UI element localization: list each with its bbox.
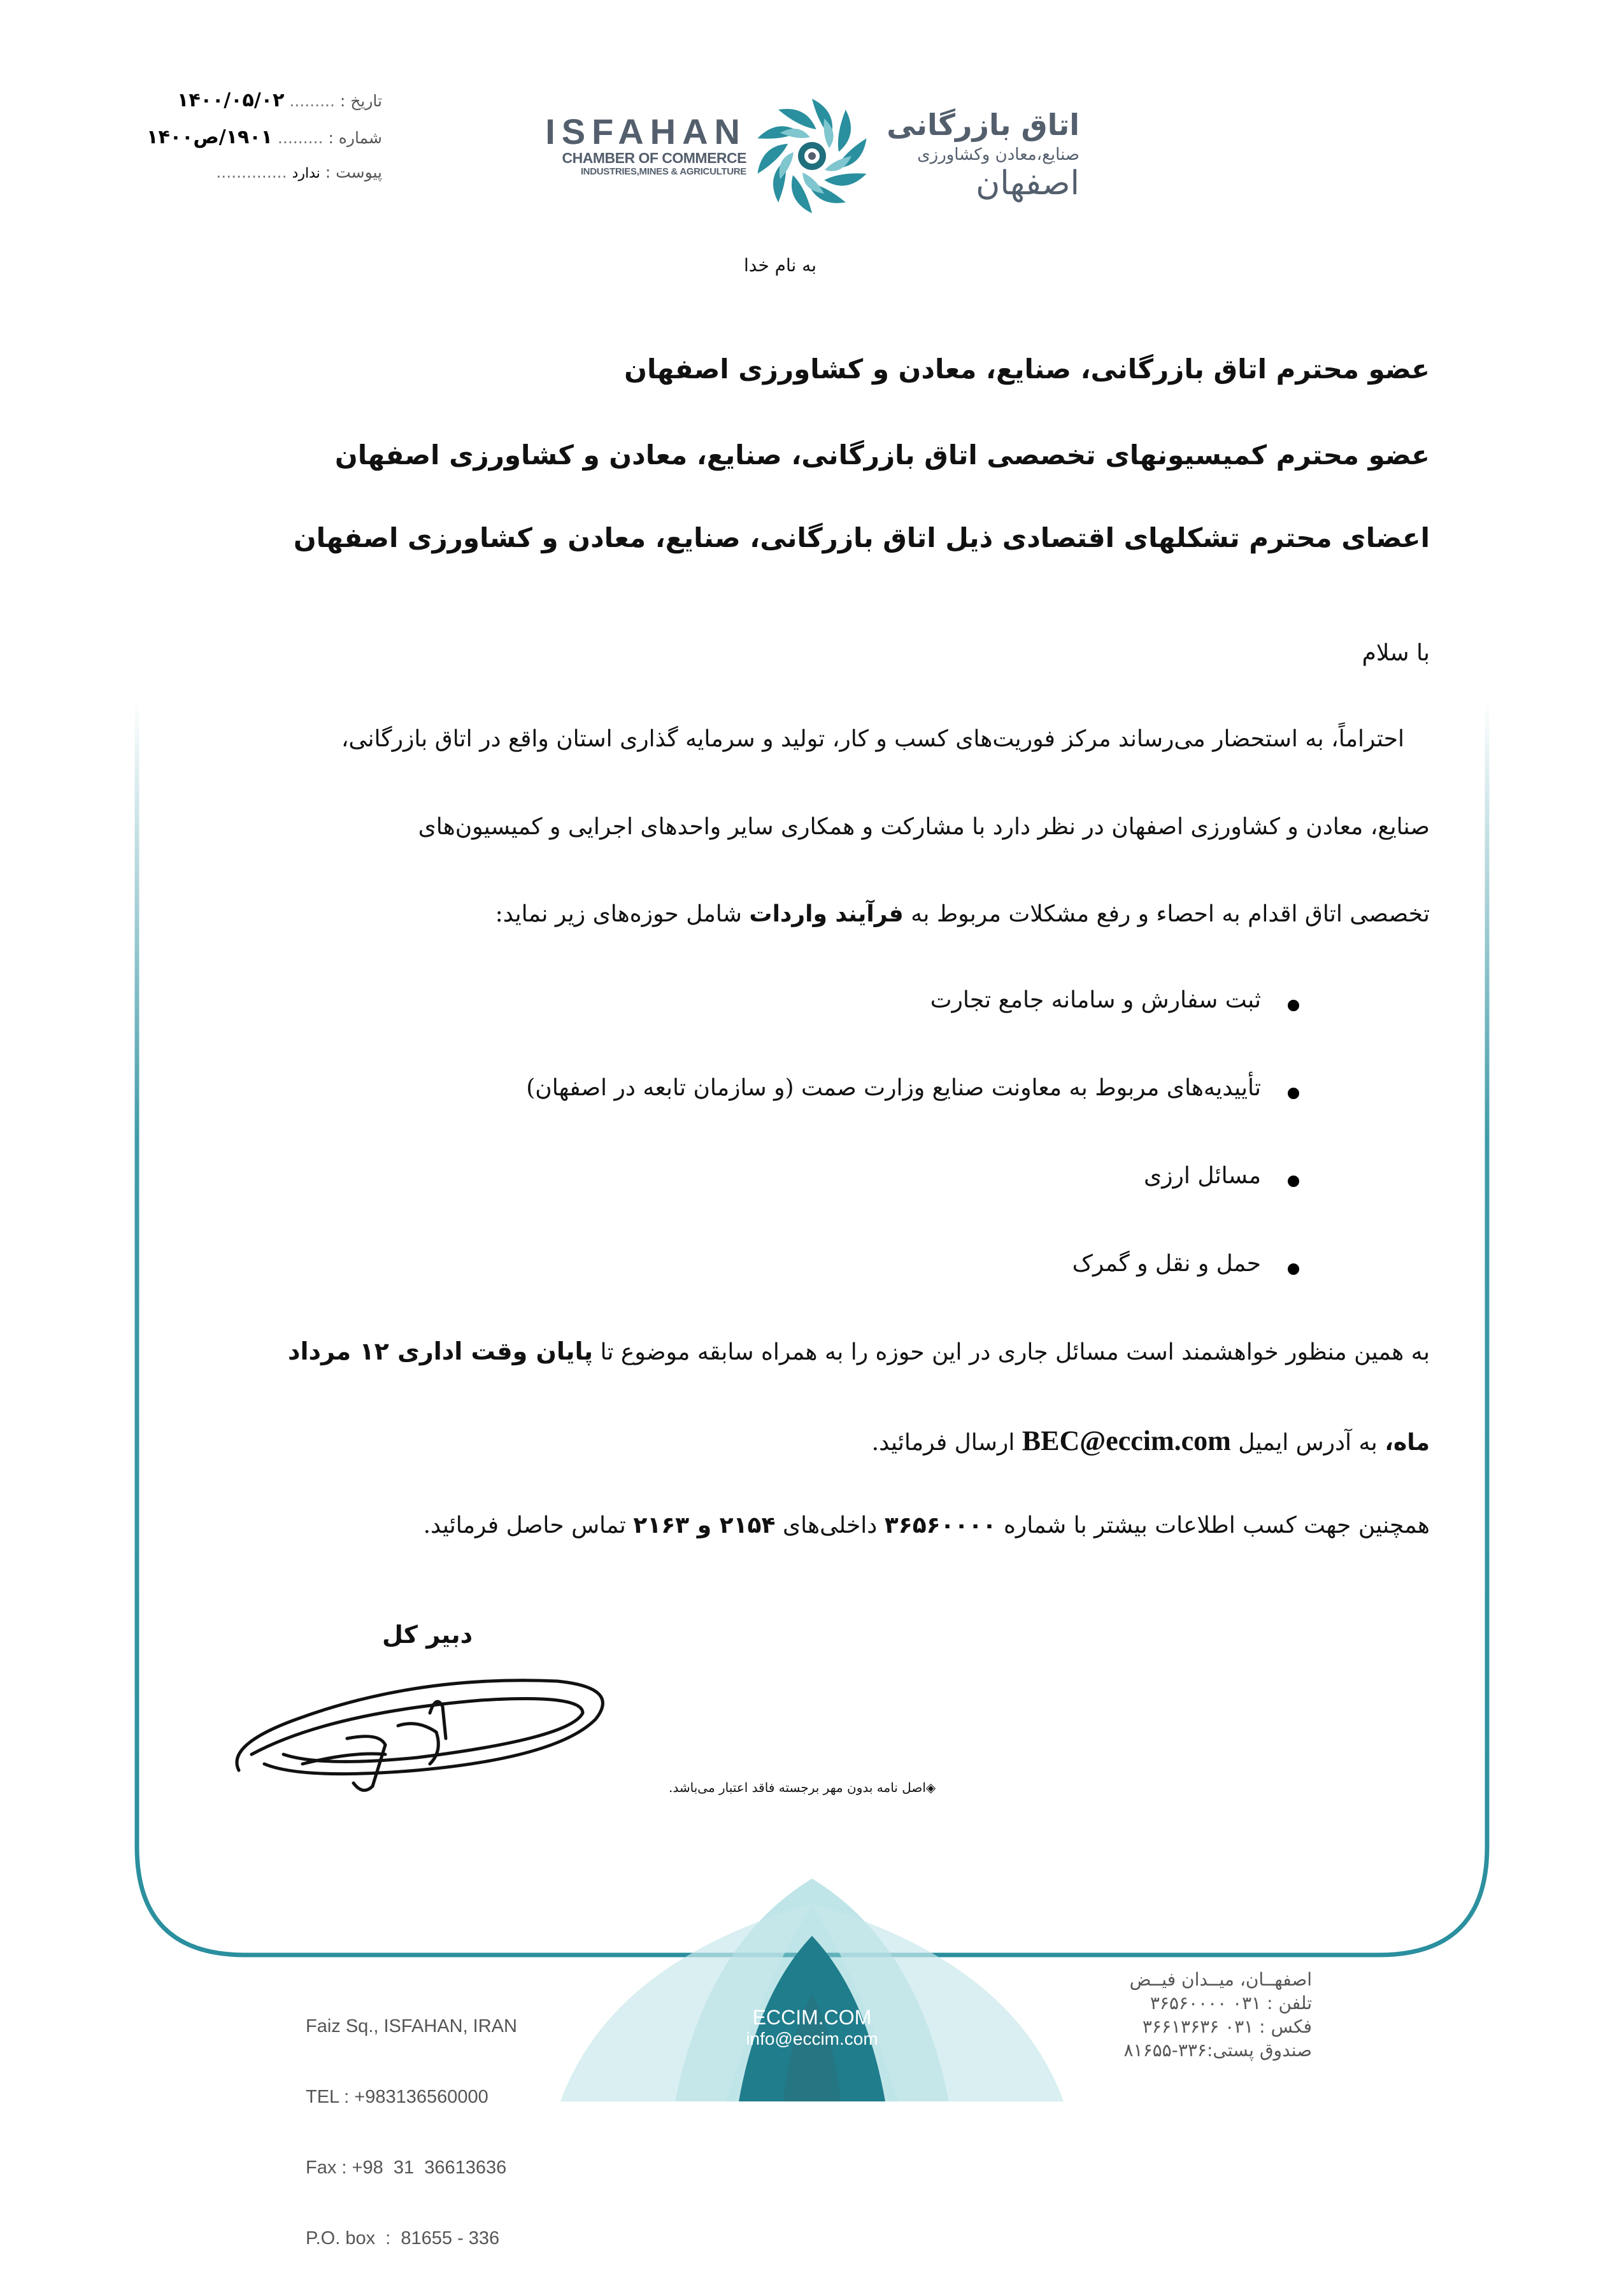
logo-en-chamber: CHAMBER OF COMMERCE	[562, 150, 746, 166]
paragraph2-line1	[220, 1337, 1430, 1365]
footer-english-address	[306, 1968, 517, 2274]
footer-fa-line: اصفهــان، میــدان فیــض	[1129, 1969, 1312, 1990]
paragraph2-month: ماه،	[1385, 1430, 1430, 1456]
paragraph1-line2: صنایع، معادن و کشاورزی اصفهان در نظر دارد با مشارکت و همکاری سایر واحدهای اجرایی و کمیسیون‌های	[418, 814, 1430, 840]
logo-en-isfahan: ISFAHAN	[545, 111, 746, 152]
number-row: شماره : ......... ۱۹۰۱/ص۱۴۰۰	[146, 126, 382, 148]
number-label: شماره :	[328, 129, 382, 147]
signature-title: دبیر کل	[382, 1621, 473, 1649]
footer-center-contact	[701, 2006, 923, 2049]
paragraph2-line2	[220, 1425, 1430, 1457]
logo-english	[543, 113, 746, 178]
paragraph3-c: تماس حاصل فرمائید.	[423, 1512, 626, 1539]
date-row: تاریخ : ......... ۱۴۰۰/۰۵/۰۲	[177, 89, 382, 111]
recipient-line-3: اعضای محترم تشکلهای اقتصادی ذیل اتاق بازرگانی، صنایع، معادن و کشاورزی اصفهان	[293, 522, 1430, 553]
footer-website[interactable]: ECCIM.COM	[752, 2006, 872, 2029]
logo-fa-line1: اتاق بازرگانی	[887, 108, 1079, 142]
bismillah: به نام خدا	[743, 255, 817, 276]
paragraph3-ext: ۲۱۵۴ و ۲۱۶۳	[633, 1512, 776, 1539]
date-label: تاریخ :	[339, 92, 382, 110]
bullet-item-4: حمل و نقل و گمرک	[1072, 1251, 1261, 1277]
footer-en-line: Faiz Sq., ISFAHAN, IRAN	[306, 2016, 517, 2036]
bullet-dot	[1288, 1000, 1299, 1011]
bullet-item-2: تأییدیه‌های مربوط به معاونت صنایع وزارت صمت (و سازمان تابعه در اصفهان)	[526, 1075, 1261, 1101]
footer-persian-address	[1124, 1968, 1313, 2062]
paragraph3-a: همچنین جهت کسب اطلاعات بیشتر با شماره	[1003, 1512, 1430, 1539]
logo-fa-line2: صنایع،معادن وکشاورزی	[917, 145, 1079, 164]
footer-fa-line: فکس : ۰۳۱ ۳۶۶۱۳۶۳۶	[1142, 2016, 1312, 2037]
contact-email[interactable]: BEC@eccim.com	[1022, 1425, 1231, 1456]
chamber-logo-icon	[748, 92, 876, 220]
footer-fa-line: صندوق پستی:۳۳۶-۸۱۶۵۵	[1123, 2040, 1312, 2061]
bullet-item-1: ثبت سفارش و سامانه جامع تجارت	[930, 987, 1261, 1013]
paragraph2-line1-a: به همین منظور خواهشمند است مسائل جاری در این حوزه را به همراه سابقه موضوع تا	[600, 1339, 1430, 1365]
logo-en-industries: INDUSTRIES,MINES & AGRICULTURE	[580, 166, 746, 177]
bullet-dot	[1288, 1263, 1299, 1275]
paragraph3-phone: ۳۶۵۶۰۰۰۰	[884, 1512, 997, 1539]
recipient-line-1: عضو محترم اتاق بازرگانی، صنایع، معادن و کشاورزی اصفهان	[624, 353, 1430, 385]
number-value: ۱۹۰۱/ص۱۴۰۰	[146, 126, 273, 148]
signature-scribble	[226, 1643, 627, 1796]
paragraph2-deadline: پایان وقت اداری ۱۲ مرداد	[288, 1337, 594, 1365]
paragraph3	[220, 1512, 1430, 1539]
paragraph1-highlight: فرآیند واردات	[749, 901, 904, 927]
paragraph3-b: داخلی‌های	[782, 1512, 878, 1539]
paragraph1-line3	[220, 901, 1430, 927]
paragraph1-line3-a: تخصصی اتاق اقدام به احصاء و رفع مشکلات مربوط به	[911, 901, 1430, 927]
greeting: با سلام	[1362, 640, 1430, 666]
footer-en-line: Fax : +98 31 36613636	[306, 2157, 507, 2178]
logo-persian	[876, 105, 1079, 202]
bullet-item-3: مسائل ارزی	[1143, 1163, 1261, 1189]
stamp-note: ◈اصل نامه بدون مهر برجسته فاقد اعتبار می‌باشد.	[669, 1780, 936, 1795]
footer-fa-line: تلفن : ۰۳۱ ۳۶۵۶۰۰۰۰	[1150, 1993, 1312, 2014]
logo-fa-line3: اصفهان	[976, 164, 1079, 203]
bullet-dot	[1288, 1088, 1299, 1099]
paragraph2-line2-a: به آدرس ایمیل	[1238, 1430, 1378, 1456]
attachment-row: پیوست : ندارد ..............	[216, 163, 382, 181]
paragraph1-line1: احتراماً، به استحضار می‌رساند مرکز فوریت‌های کسب و کار، تولید و سرمایه گذاری استان واقع در اتاق بازرگانی،	[341, 726, 1404, 752]
footer-flower-graphic	[548, 1866, 1076, 2101]
date-value: ۱۴۰۰/۰۵/۰۲	[177, 89, 285, 111]
paragraph2-line2-b: ارسال فرمائید.	[871, 1430, 1015, 1456]
attachment-value: ندارد	[292, 166, 320, 181]
recipient-line-2: عضو محترم کمیسیونهای تخصصی اتاق بازرگانی، صنایع، معادن و کشاورزی اصفهان	[334, 439, 1430, 471]
footer-en-line: P.O. box : 81655 - 336	[306, 2228, 500, 2249]
attachment-label: پیوست :	[325, 163, 382, 181]
footer-email[interactable]: info@eccim.com	[746, 2029, 878, 2049]
footer-en-line: TEL : +983136560000	[306, 2087, 488, 2107]
bullet-dot	[1288, 1176, 1299, 1187]
paragraph1-line3-b: شامل حوزه‌های زیر نماید:	[495, 901, 742, 927]
